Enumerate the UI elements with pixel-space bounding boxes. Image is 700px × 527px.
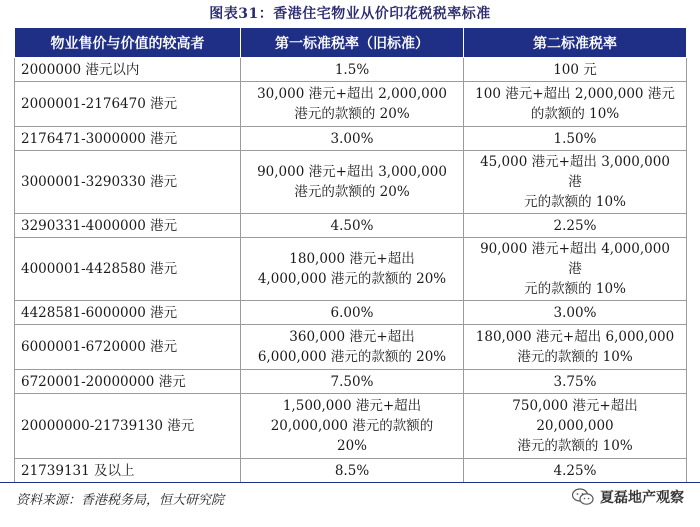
cell-standard-2-rate: 45,000 港元+超出 3,000,000 港 元的款额的 10% bbox=[464, 151, 687, 214]
wechat-icon bbox=[572, 488, 594, 506]
cell-price-range: 20000000-21739130 港元 bbox=[15, 394, 241, 459]
cell-standard-2-rate: 2.25% bbox=[464, 214, 687, 238]
cell-standard-1-rate: 180,000 港元+超出 4,000,000 港元的款额的 20% bbox=[241, 238, 464, 301]
table-row bbox=[15, 214, 687, 238]
table-row bbox=[15, 301, 687, 325]
cell-standard-2-rate: 3.00% bbox=[464, 301, 687, 325]
cell-price-range: 3290331-4000000 港元 bbox=[15, 214, 241, 238]
table-row bbox=[15, 394, 687, 459]
cell-price-range: 6000001-6720000 港元 bbox=[15, 325, 241, 370]
cell-standard-2-rate: 100 港元+超出 2,000,000 港元 的款额的 10% bbox=[464, 82, 687, 127]
column-header-standard-1: 第一标准税率（旧标准） bbox=[241, 28, 464, 58]
cell-standard-1-rate: 90,000 港元+超出 3,000,000 港元的款额的 20% bbox=[241, 151, 464, 214]
cell-price-range: 4428581-6000000 港元 bbox=[15, 301, 241, 325]
cell-standard-2-rate: 4.25% bbox=[464, 459, 687, 483]
cell-standard-1-rate: 3.00% bbox=[241, 127, 464, 151]
table-row bbox=[15, 325, 687, 370]
column-header-standard-2: 第二标准税率 bbox=[464, 28, 687, 58]
cell-standard-1-rate: 8.5% bbox=[241, 459, 464, 483]
cell-standard-1-rate: 30,000 港元+超出 2,000,000 港元的款额的 20% bbox=[241, 82, 464, 127]
cell-standard-2-rate: 3.75% bbox=[464, 370, 687, 394]
column-header-price: 物业售价与价值的较高者 bbox=[15, 28, 241, 58]
brand-watermark bbox=[572, 487, 684, 507]
table-row bbox=[15, 370, 687, 394]
table-row bbox=[15, 127, 687, 151]
table-row bbox=[15, 151, 687, 214]
cell-standard-2-rate: 90,000 港元+超出 4,000,000 港 元的款额的 10% bbox=[464, 238, 687, 301]
tax-rate-table bbox=[14, 27, 687, 483]
cell-price-range: 21739131 及以上 bbox=[15, 459, 241, 483]
table-row bbox=[15, 82, 687, 127]
table-row bbox=[15, 58, 687, 82]
table-row bbox=[15, 459, 687, 483]
tax-rate-table-wrapper bbox=[14, 27, 686, 483]
cell-standard-2-rate: 100 元 bbox=[464, 58, 687, 82]
cell-price-range: 3000001-3290330 港元 bbox=[15, 151, 241, 214]
cell-standard-2-rate: 750,000 港元+超出 20,000,000 港元的款额的 10% bbox=[464, 394, 687, 459]
table-row bbox=[15, 238, 687, 301]
cell-price-range: 6720001-20000000 港元 bbox=[15, 370, 241, 394]
cell-standard-1-rate: 6.00% bbox=[241, 301, 464, 325]
cell-price-range: 2176471-3000000 港元 bbox=[15, 127, 241, 151]
chart-title: 图表31：香港住宅物业从价印花税税率标准 bbox=[209, 6, 491, 22]
table-header-row bbox=[15, 28, 687, 58]
cell-price-range: 4000001-4428580 港元 bbox=[15, 238, 241, 301]
cell-standard-1-rate: 1.5% bbox=[241, 58, 464, 82]
table-body bbox=[15, 58, 687, 483]
brand-name: 夏磊地产观察 bbox=[600, 490, 684, 506]
cell-standard-1-rate: 360,000 港元+超出 6,000,000 港元的款额的 20% bbox=[241, 325, 464, 370]
cell-standard-1-rate: 7.50% bbox=[241, 370, 464, 394]
cell-price-range: 2000001-2176470 港元 bbox=[15, 82, 241, 127]
cell-standard-2-rate: 1.50% bbox=[464, 127, 687, 151]
cell-price-range: 2000000 港元以内 bbox=[15, 58, 241, 82]
source-note: 资料来源：香港税务局，恒大研究院 bbox=[16, 493, 225, 508]
footer bbox=[0, 482, 700, 527]
cell-standard-1-rate: 1,500,000 港元+超出 20,000,000 港元的款额的 20% bbox=[241, 394, 464, 459]
cell-standard-2-rate: 180,000 港元+超出 6,000,000 港元的款额的 10% bbox=[464, 325, 687, 370]
cell-standard-1-rate: 4.50% bbox=[241, 214, 464, 238]
